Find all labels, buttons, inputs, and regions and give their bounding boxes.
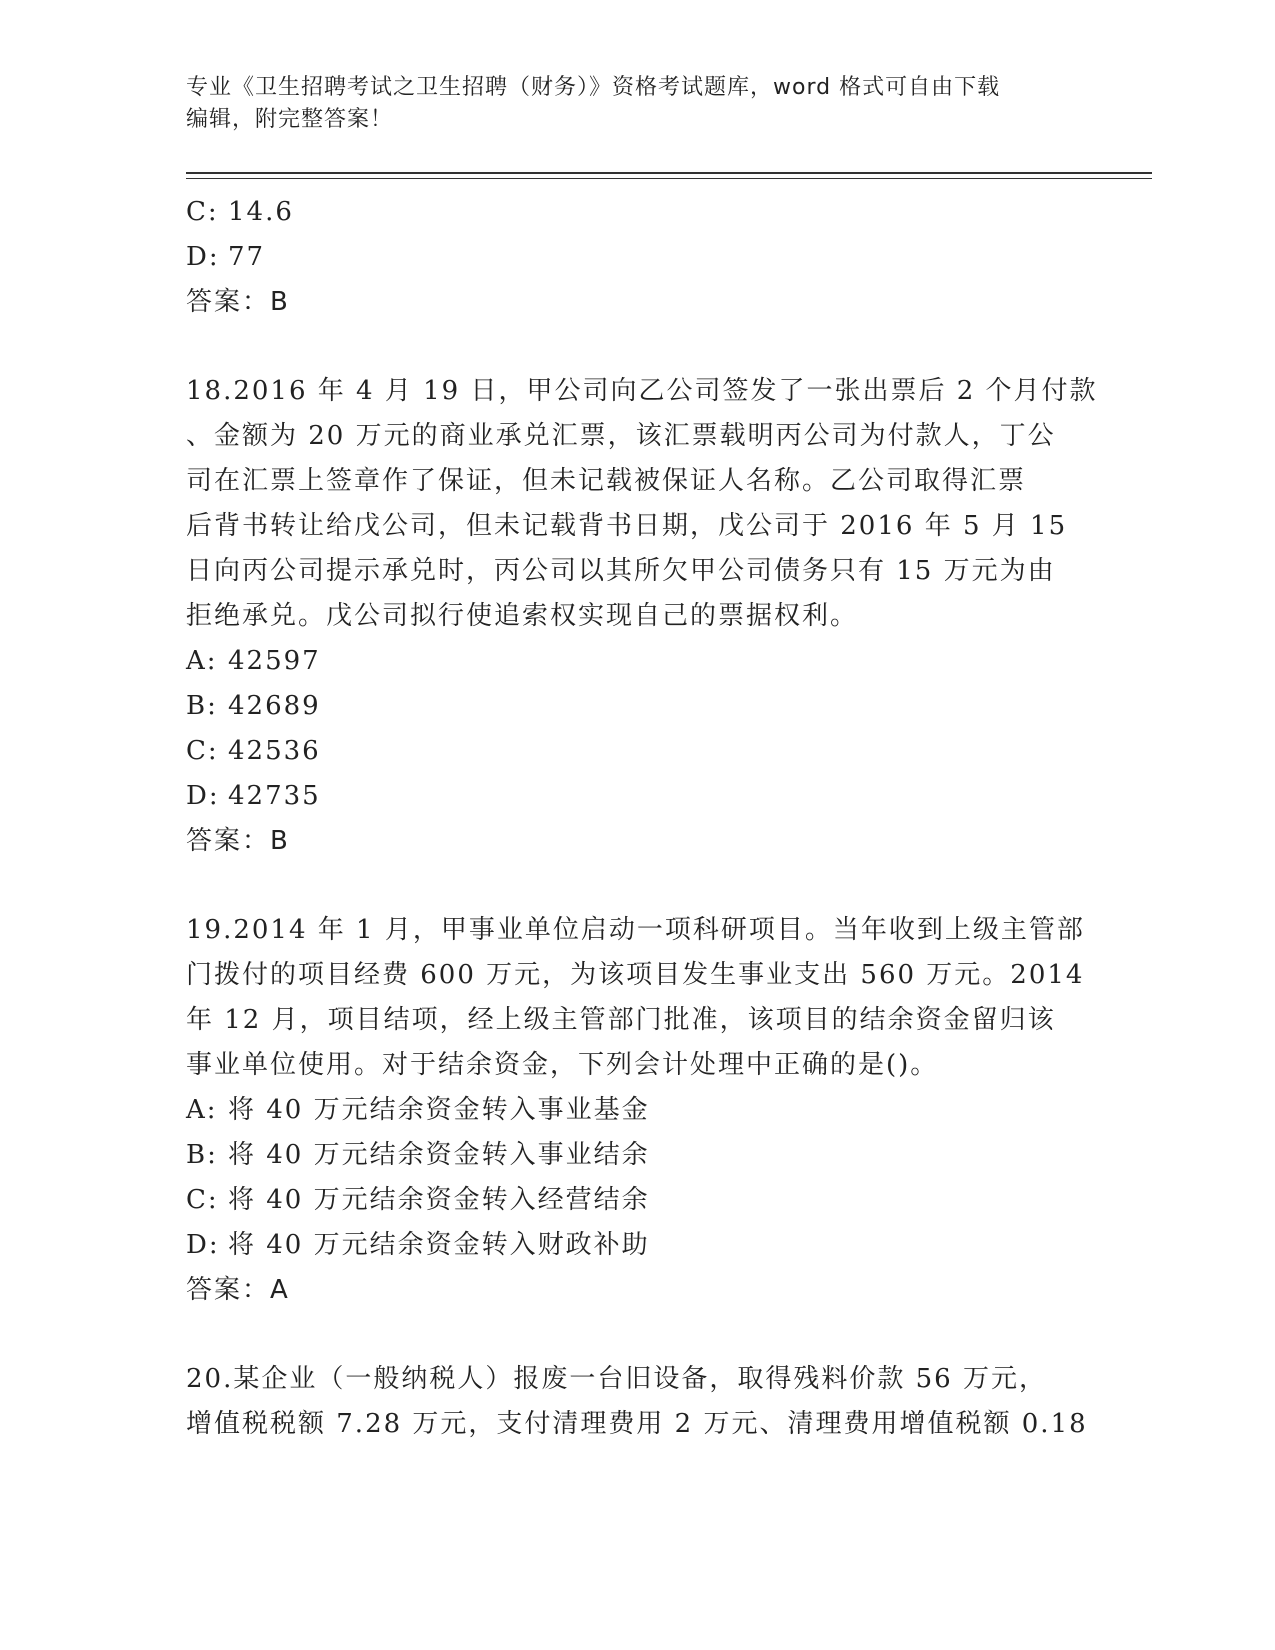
question-stem-line: 拒绝承兑。戊公司拟行使追索权实现自己的票据权利。 [186, 601, 859, 631]
option-letter: D: [186, 242, 220, 272]
option-text: 42735 [228, 781, 321, 811]
question-stem-line: 司在汇票上签章作了保证，但未记载被保证人名称。乙公司取得汇票 [186, 466, 1027, 496]
question-20 [186, 1357, 1086, 1447]
option-b [186, 1133, 1086, 1178]
header-divider-thin [186, 178, 1152, 179]
option-text: 14.6 [228, 197, 294, 227]
option-letter: B: [186, 691, 218, 721]
question-stem-line: 门拨付的项目经费 600 万元，为该项目发生事业支出 560 万元。2014 [186, 960, 1085, 990]
option-text: 将 40 万元结余资金转入事业结余 [228, 1140, 650, 1170]
option-letter: A: [186, 1095, 218, 1125]
header-line-2: 编辑，附完整答案！ [186, 107, 394, 132]
question-stem-line: 20.某企业（一般纳税人）报废一台旧设备，取得残料价款 56 万元， [186, 1364, 1047, 1394]
option-a [186, 639, 1086, 684]
option-letter: C: [186, 736, 219, 766]
option-a [186, 1088, 1086, 1133]
option-text: 将 40 万元结余资金转入财政补助 [228, 1230, 650, 1260]
answer-line: 答案：B [186, 287, 290, 317]
page-header [186, 72, 1086, 136]
option-text: 将 40 万元结余资金转入事业基金 [228, 1095, 650, 1125]
header-line-1: 专业《卫生招聘考试之卫生招聘（财务）》资格考试题库，word 格式可自由下载 [186, 75, 1001, 100]
question-stem-line: 年 12 月，项目结项，经上级主管部门批准，该项目的结余资金留归该 [186, 1005, 1056, 1035]
option-letter: C: [186, 197, 219, 227]
option-text: 42536 [228, 736, 321, 766]
option-letter: C: [186, 1185, 219, 1215]
question-content [186, 190, 1098, 1447]
option-letter: B: [186, 1140, 218, 1170]
option-letter: A: [186, 646, 218, 676]
question-19 [186, 908, 1086, 1313]
question-stem-line: 19.2014 年 1 月，甲事业单位启动一项科研项目。当年收到上级主管部 [186, 915, 1085, 945]
option-d [186, 235, 1086, 280]
question-stem-line: 后背书转让给戊公司，但未记载背书日期，戊公司于 2016 年 5 月 15 [186, 511, 1068, 541]
question-stem-line: 18.2016 年 4 月 19 日，甲公司向乙公司签发了一张出票后 2 个月付款 [186, 376, 1098, 406]
header-divider-thick [186, 172, 1152, 174]
option-c [186, 1178, 1086, 1223]
option-d [186, 1223, 1086, 1268]
question-stem-line: 、金额为 20 万元的商业承兑汇票，该汇票载明丙公司为付款人，丁公 [186, 421, 1056, 451]
answer-line: 答案：B [186, 826, 290, 856]
question-stem-line: 日向丙公司提示承兑时，丙公司以其所欠甲公司债务只有 15 万元为由 [186, 556, 1056, 586]
option-letter: D: [186, 781, 220, 811]
question-stem-line: 增值税税额 7.28 万元，支付清理费用 2 万元、清理费用增值税额 0.18 [186, 1409, 1088, 1439]
option-text: 77 [228, 242, 266, 272]
option-c [186, 190, 1086, 235]
option-d [186, 774, 1086, 819]
option-letter: D: [186, 1230, 220, 1260]
question-18 [186, 369, 1098, 864]
option-c [186, 729, 1086, 774]
option-b [186, 684, 1086, 729]
question-17 [186, 190, 1086, 325]
option-text: 将 40 万元结余资金转入经营结余 [228, 1185, 650, 1215]
question-stem-line: 事业单位使用。对于结余资金，下列会计处理中正确的是()。 [186, 1050, 939, 1080]
option-text: 42597 [228, 646, 321, 676]
answer-line: 答案：A [186, 1275, 290, 1305]
option-text: 42689 [228, 691, 321, 721]
